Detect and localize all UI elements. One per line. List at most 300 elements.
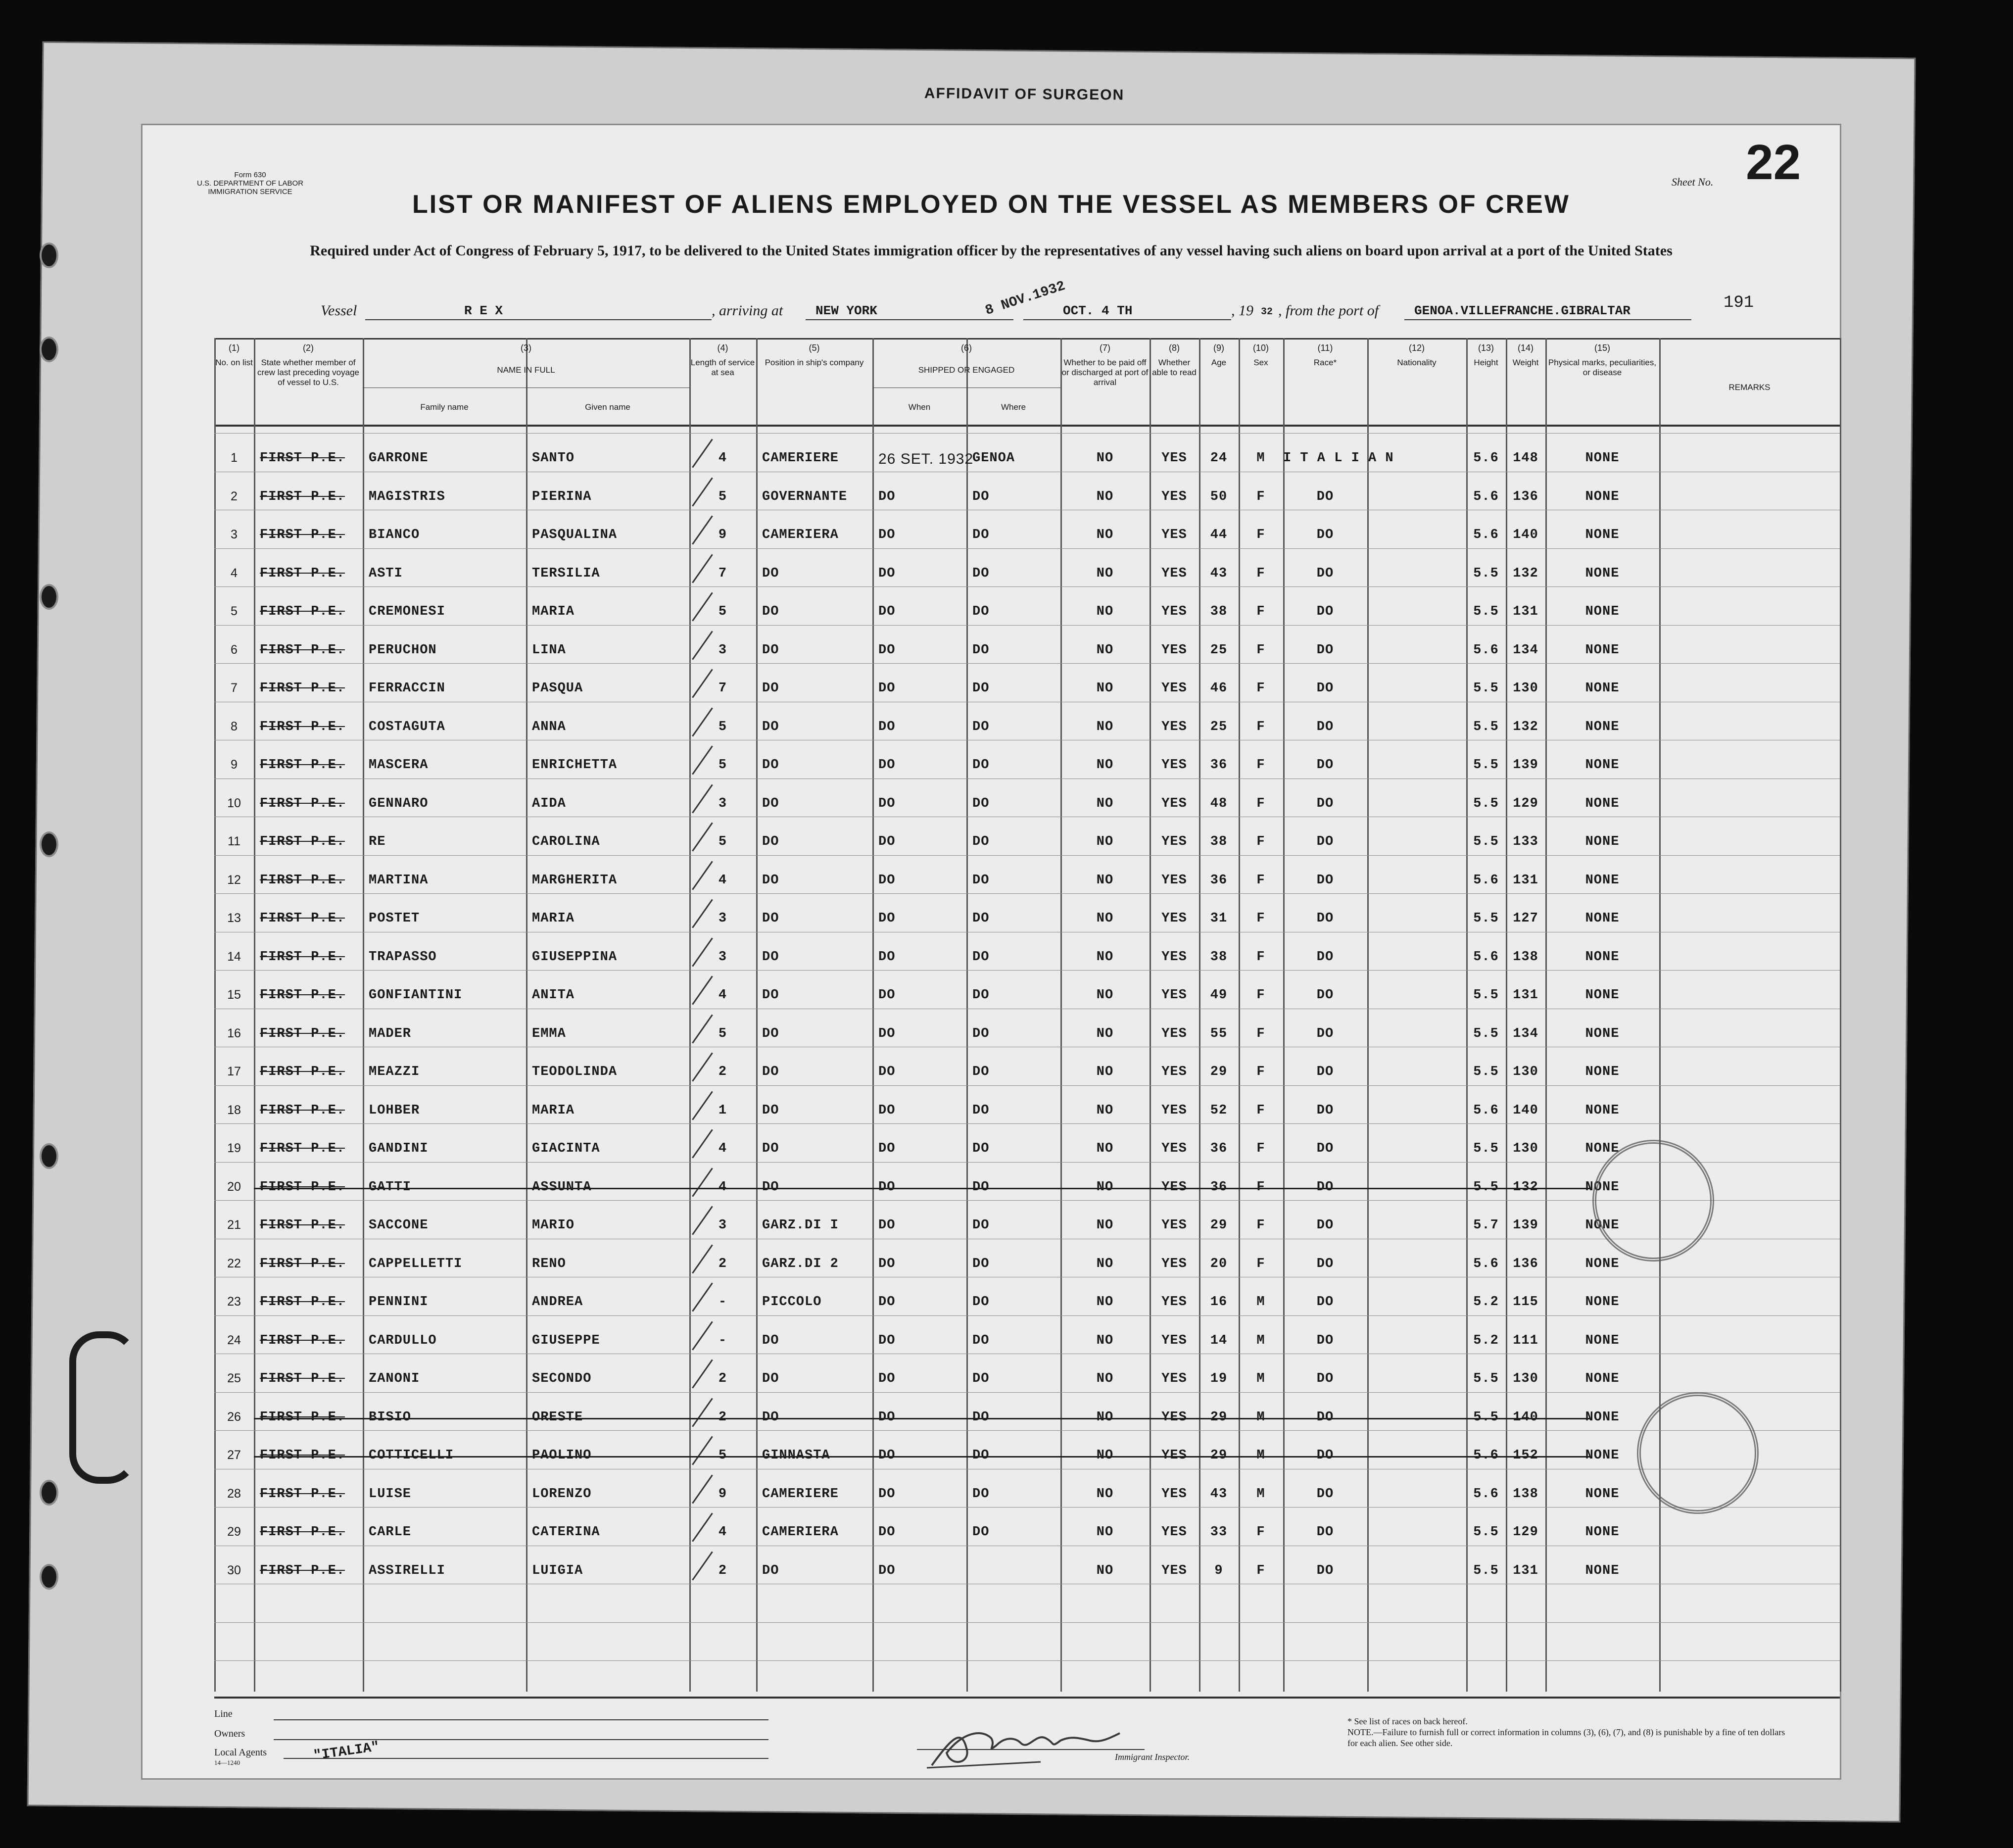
cell-height: 5.5 <box>1473 988 1499 1003</box>
cell-sex: F <box>1256 566 1265 581</box>
cell-height: 5.5 <box>1473 1026 1499 1041</box>
column-rule <box>872 338 874 1692</box>
cell-age: 36 <box>1210 1179 1228 1195</box>
cell-height: 5.5 <box>1473 1179 1499 1195</box>
cell-age: 25 <box>1210 642 1228 658</box>
cell-no: 4 <box>231 566 238 580</box>
cell-height: 5.5 <box>1473 1141 1499 1156</box>
line-label: Line <box>214 1708 233 1719</box>
column-number: (1) <box>229 343 240 353</box>
cell-when: DO <box>878 1563 896 1578</box>
cell-age: 44 <box>1210 528 1228 542</box>
ruled-line <box>214 1392 1840 1393</box>
cell-service: 5 <box>718 1026 727 1041</box>
cell-weight: 127 <box>1513 911 1538 926</box>
cell-position: DO <box>762 949 779 965</box>
cell-family: FERRACCIN <box>369 681 445 696</box>
binder-hole <box>40 1480 58 1506</box>
cell-state: FIRST P.E. <box>260 1295 345 1310</box>
cell-family: BIANCO <box>369 528 420 542</box>
column-rule <box>1840 338 1841 1692</box>
cell-when: DO <box>878 681 896 696</box>
cell-sex: M <box>1256 1410 1265 1425</box>
column-rule <box>254 338 255 1692</box>
cell-where: DO <box>972 1026 990 1041</box>
cell-read: YES <box>1161 873 1187 888</box>
cell-no: 16 <box>227 1026 241 1040</box>
cell-race: DO <box>1316 873 1334 888</box>
cell-paid: NO <box>1096 1333 1114 1348</box>
cell-position: DO <box>762 642 779 658</box>
cell-weight: 148 <box>1513 451 1538 466</box>
cell-service: 5 <box>718 604 727 619</box>
cell-state: FIRST P.E. <box>260 949 345 965</box>
cell-where: DO <box>972 1371 990 1386</box>
cell-where: DO <box>972 949 990 965</box>
cell-sex: F <box>1256 1141 1265 1156</box>
cell-age: 19 <box>1210 1371 1228 1386</box>
cell-marks: NONE <box>1585 1410 1620 1425</box>
cell-no: 13 <box>227 911 241 925</box>
cell-when: DO <box>878 1448 896 1463</box>
cell-family: ASSIRELLI <box>369 1563 445 1578</box>
cell-race: DO <box>1316 1486 1334 1502</box>
cell-family: BISIO <box>369 1410 412 1425</box>
cell-service: 7 <box>718 566 727 581</box>
cell-marks: NONE <box>1585 1371 1620 1386</box>
ruled-line <box>214 663 1840 664</box>
cell-service: 9 <box>718 528 727 542</box>
cell-height: 5.6 <box>1473 873 1499 888</box>
cell-marks: NONE <box>1585 1525 1620 1540</box>
cell-service: 2 <box>718 1256 727 1271</box>
column-number: (3) <box>521 343 531 353</box>
binder-hole <box>40 584 58 610</box>
cell-no: 2 <box>231 489 238 503</box>
cell-when: DO <box>878 1218 896 1233</box>
cell-no: 6 <box>231 642 238 657</box>
cell-paid: NO <box>1096 834 1114 849</box>
cell-paid: NO <box>1096 1448 1114 1463</box>
cell-sex: F <box>1256 988 1265 1003</box>
cell-weight: 131 <box>1513 988 1538 1003</box>
cell-service: 5 <box>718 489 727 504</box>
cell-where: DO <box>972 1448 990 1463</box>
cell-weight: 131 <box>1513 604 1538 619</box>
cell-where: DO <box>972 988 990 1003</box>
cell-age: 29 <box>1210 1065 1228 1079</box>
cell-marks: NONE <box>1585 873 1620 888</box>
column-header: State whether member of crew last preceding voyage of vessel to U.S. <box>257 358 359 387</box>
column-rule <box>363 338 364 1692</box>
column-number: (13) <box>1478 343 1494 353</box>
column-header: No. on list <box>215 358 253 367</box>
cell-read: YES <box>1161 451 1187 466</box>
cell-where: DO <box>972 642 990 658</box>
cell-service: 5 <box>718 719 727 734</box>
cell-family: ZANONI <box>369 1371 420 1386</box>
cell-height: 5.6 <box>1473 489 1499 504</box>
cell-race: DO <box>1316 1371 1334 1386</box>
cell-no: 5 <box>231 604 238 618</box>
cell-paid: NO <box>1096 1410 1114 1425</box>
cell-no: 14 <box>227 949 241 964</box>
cell-race: DO <box>1316 1179 1334 1195</box>
cell-marks: NONE <box>1585 451 1620 466</box>
cell-service: - <box>718 1295 727 1310</box>
cell-paid: NO <box>1096 1486 1114 1502</box>
cell-height: 5.5 <box>1473 911 1499 926</box>
cell-state: FIRST P.E. <box>260 642 345 658</box>
cell-family: TRAPASSO <box>369 949 437 965</box>
crew-manifest-table <box>214 338 1840 1692</box>
cell-read: YES <box>1161 1410 1187 1425</box>
cell-position: DO <box>762 1065 779 1079</box>
cell-state: FIRST P.E. <box>260 528 345 542</box>
cell-family: RE <box>369 834 386 849</box>
cell-race: DO <box>1316 1410 1334 1425</box>
cell-race: DO <box>1316 1525 1334 1540</box>
ruled-line <box>214 1660 1840 1661</box>
cell-where: DO <box>972 1103 990 1118</box>
cell-marks: NONE <box>1585 1486 1620 1502</box>
cell-paid: NO <box>1096 642 1114 658</box>
cell-age: 29 <box>1210 1448 1228 1463</box>
cell-position: DO <box>762 1371 779 1386</box>
cell-family: MARTINA <box>369 873 429 888</box>
cell-height: 5.6 <box>1473 1103 1499 1118</box>
cell-where: DO <box>972 834 990 849</box>
cell-family: COTTICELLI <box>369 1448 454 1463</box>
cell-age: 52 <box>1210 1103 1228 1118</box>
column-number: (14) <box>1517 343 1534 353</box>
cell-where: DO <box>972 1410 990 1425</box>
cell-read: YES <box>1161 681 1187 696</box>
footnotes <box>1347 1716 1793 1749</box>
cell-sex: F <box>1256 1026 1265 1041</box>
cell-when: DO <box>878 566 896 581</box>
form-number: Form 630 <box>234 171 266 179</box>
cell-race: DO <box>1316 1218 1334 1233</box>
cell-given: GIUSEPPINA <box>532 949 618 965</box>
cell-height: 5.5 <box>1473 681 1499 696</box>
cell-paid: NO <box>1096 1563 1114 1578</box>
penalty-note: NOTE.—Failure to furnish full or correct information in columns (3), (6), (7), and (8) is punishable by a fine of ten dollars for each alien. See other side. <box>1347 1727 1785 1748</box>
cell-state: FIRST P.E. <box>260 834 345 849</box>
cell-state: FIRST P.E. <box>260 758 345 773</box>
page-reference: 191 <box>1724 293 1754 312</box>
cell-no: 26 <box>227 1410 241 1424</box>
page-subtitle: Required under Act of Congress of February 5, 1917, to be delivered to the United States immigration officer by the representatives of any vessel having such aliens on board upon arrival at a port of the United States <box>310 243 1673 259</box>
cell-paid: NO <box>1096 988 1114 1003</box>
cell-read: YES <box>1161 1525 1187 1540</box>
cell-when: 26 SET. 1932 <box>878 451 974 467</box>
cell-paid: NO <box>1096 719 1114 734</box>
from-underline <box>1404 319 1691 320</box>
cell-age: 16 <box>1210 1295 1228 1310</box>
column-number: (7) <box>1100 343 1110 353</box>
cell-paid: NO <box>1096 528 1114 542</box>
strike-through-line <box>254 1456 1590 1458</box>
cell-when: DO <box>878 1103 896 1118</box>
ruled-line <box>214 548 1840 549</box>
cell-service: 4 <box>718 451 727 466</box>
cell-service: 4 <box>718 988 727 1003</box>
cell-sex: F <box>1256 1065 1265 1079</box>
cell-sex: M <box>1256 1448 1265 1463</box>
cell-race: DO <box>1316 834 1334 849</box>
cell-marks: NONE <box>1585 566 1620 581</box>
column-header: Weight <box>1512 358 1539 367</box>
cell-when: DO <box>878 988 896 1003</box>
cell-marks: NONE <box>1585 1256 1620 1271</box>
date-stamp: 8 NOV.1932 <box>983 278 1067 319</box>
cell-position: DO <box>762 911 779 926</box>
cell-paid: NO <box>1096 873 1114 888</box>
cell-age: 50 <box>1210 489 1228 504</box>
arrival-year: 32 <box>1261 306 1273 318</box>
cell-position: GARZ.DI I <box>762 1218 839 1233</box>
cell-no: 11 <box>228 834 240 848</box>
cell-state: FIRST P.E. <box>260 681 345 696</box>
cell-read: YES <box>1161 834 1187 849</box>
page-title: LIST OR MANIFEST OF ALIENS EMPLOYED ON THE VESSEL AS MEMBERS OF CREW <box>412 190 1570 219</box>
cell-state: FIRST P.E. <box>260 1371 345 1386</box>
cell-family: ASTI <box>369 566 403 581</box>
cell-given: SANTO <box>532 451 575 466</box>
cell-marks: NONE <box>1585 1103 1620 1118</box>
cell-given: CATERINA <box>532 1525 600 1540</box>
cell-race: DO <box>1316 1256 1334 1271</box>
cell-race: I T A L I A N <box>1283 451 1394 466</box>
cell-race: DO <box>1316 489 1334 504</box>
manifest-footer <box>214 1697 1840 1773</box>
cell-sex: F <box>1256 1563 1265 1578</box>
cell-where: DO <box>972 873 990 888</box>
cell-race: DO <box>1316 566 1334 581</box>
cell-marks: NONE <box>1585 1141 1620 1156</box>
cell-state: FIRST P.E. <box>260 489 345 504</box>
cell-height: 5.6 <box>1473 451 1499 466</box>
cell-position: DO <box>762 1141 779 1156</box>
cell-position: DO <box>762 604 779 619</box>
cell-no: 19 <box>227 1141 241 1155</box>
cell-paid: NO <box>1096 1065 1114 1079</box>
cell-marks: NONE <box>1585 1563 1620 1578</box>
cell-position: CAMERIERA <box>762 1525 839 1540</box>
cell-when: DO <box>878 642 896 658</box>
cell-when: DO <box>878 1371 896 1386</box>
sheet-no-label: Sheet No. <box>1672 176 1714 188</box>
cell-read: YES <box>1161 1103 1187 1118</box>
cell-no: 25 <box>227 1371 241 1385</box>
cell-state: FIRST P.E. <box>260 988 345 1003</box>
cell-height: 5.5 <box>1473 566 1499 581</box>
cell-age: 25 <box>1210 719 1228 734</box>
cell-weight: 140 <box>1513 1103 1538 1118</box>
table-top-rule <box>214 338 1840 340</box>
cell-position: DO <box>762 1410 779 1425</box>
arrival-port: NEW YORK <box>815 303 877 318</box>
cell-marks: NONE <box>1585 1065 1620 1079</box>
owners-label: Owners <box>214 1728 245 1739</box>
cell-sex: F <box>1256 911 1265 926</box>
cell-age: 49 <box>1210 988 1228 1003</box>
cell-no: 20 <box>227 1179 241 1194</box>
ruled-line <box>214 1430 1840 1431</box>
strike-through-line <box>254 1418 1590 1419</box>
cell-where: DO <box>972 719 990 734</box>
cell-read: YES <box>1161 1448 1187 1463</box>
cell-weight: 136 <box>1513 489 1538 504</box>
cell-position: DO <box>762 1103 779 1118</box>
cell-weight: 115 <box>1513 1295 1538 1310</box>
column-number: (4) <box>717 343 728 353</box>
cell-height: 5.6 <box>1473 528 1499 542</box>
cell-where: DO <box>972 758 990 773</box>
cell-read: YES <box>1161 1295 1187 1310</box>
column-number: (11) <box>1317 343 1333 353</box>
department-name: U.S. DEPARTMENT OF LABOR <box>197 179 304 188</box>
ruled-line <box>214 855 1840 856</box>
cell-given: GIACINTA <box>532 1141 600 1156</box>
column-subheader: When <box>908 402 931 412</box>
cell-service: 5 <box>718 834 727 849</box>
port-underline <box>806 319 1013 320</box>
cell-family: LUISE <box>369 1486 412 1502</box>
cell-where: DO <box>972 1295 990 1310</box>
cell-read: YES <box>1161 1065 1187 1079</box>
cell-marks: NONE <box>1585 834 1620 849</box>
cell-state: FIRST P.E. <box>260 604 345 619</box>
cell-state: FIRST P.E. <box>260 796 345 811</box>
column-header: Nationality <box>1397 358 1437 367</box>
cell-state: FIRST P.E. <box>260 911 345 926</box>
cell-height: 5.5 <box>1473 1410 1499 1425</box>
cell-read: YES <box>1161 1141 1187 1156</box>
binder-hole <box>40 1564 58 1590</box>
cell-race: DO <box>1316 642 1334 658</box>
cell-read: YES <box>1161 566 1187 581</box>
inspector-signature <box>922 1718 1130 1773</box>
year-label: , 19 <box>1231 302 1253 319</box>
cell-weight: 132 <box>1513 719 1538 734</box>
affidavit-header: AFFIDAVIT OF SURGEON <box>924 85 1125 103</box>
cell-given: TEODOLINDA <box>532 1065 618 1079</box>
ruled-line <box>214 433 1840 434</box>
cell-paid: NO <box>1096 489 1114 504</box>
cell-height: 5.5 <box>1473 796 1499 811</box>
cell-state: FIRST P.E. <box>260 1486 345 1502</box>
cell-paid: NO <box>1096 949 1114 965</box>
cell-paid: NO <box>1096 1525 1114 1540</box>
column-number: (6) <box>961 343 972 353</box>
cell-read: YES <box>1161 528 1187 542</box>
cell-read: YES <box>1161 796 1187 811</box>
cell-position: DO <box>762 1026 779 1041</box>
cell-paid: NO <box>1096 604 1114 619</box>
cell-where: DO <box>972 528 990 542</box>
cell-position: DO <box>762 873 779 888</box>
cell-weight: 134 <box>1513 1026 1538 1041</box>
cell-race: DO <box>1316 528 1334 542</box>
cell-given: MARIA <box>532 911 575 926</box>
cell-when: DO <box>878 1179 896 1195</box>
cell-state: FIRST P.E. <box>260 1525 345 1540</box>
ruled-line <box>214 1622 1840 1623</box>
cell-paid: NO <box>1096 911 1114 926</box>
cell-paid: NO <box>1096 1026 1114 1041</box>
cell-paid: NO <box>1096 1295 1114 1310</box>
cell-age: 38 <box>1210 604 1228 619</box>
cell-paid: NO <box>1096 796 1114 811</box>
cell-given: MARIA <box>532 1103 575 1118</box>
cell-height: 5.6 <box>1473 949 1499 965</box>
cell-weight: 134 <box>1513 642 1538 658</box>
column-header: Physical marks, peculiarities, or disease <box>1548 358 1657 377</box>
cell-read: YES <box>1161 719 1187 734</box>
cell-age: 43 <box>1210 566 1228 581</box>
cell-service: - <box>718 1333 727 1348</box>
cell-read: YES <box>1161 988 1187 1003</box>
column-header: Length of service at sea <box>690 358 755 377</box>
consulate-stamp <box>1592 1140 1714 1262</box>
cell-no: 24 <box>227 1333 241 1347</box>
inspector-underline <box>917 1749 1145 1750</box>
cell-marks: NONE <box>1585 719 1620 734</box>
cell-height: 5.7 <box>1473 1218 1499 1233</box>
cell-when: DO <box>878 1486 896 1502</box>
cell-position: DO <box>762 1333 779 1348</box>
cell-service: 4 <box>718 873 727 888</box>
cell-race: DO <box>1316 911 1334 926</box>
cell-family: CAPPELLETTI <box>369 1256 463 1271</box>
arrival-date: OCT. 4 TH <box>1063 303 1133 318</box>
cell-paid: NO <box>1096 1103 1114 1118</box>
cell-weight: 130 <box>1513 681 1538 696</box>
cell-marks: NONE <box>1585 758 1620 773</box>
cell-race: DO <box>1316 681 1334 696</box>
cell-age: 55 <box>1210 1026 1228 1041</box>
column-header: SHIPPED OR ENGAGED <box>918 365 1015 375</box>
cell-where: DO <box>972 604 990 619</box>
cell-position: DO <box>762 1179 779 1195</box>
cell-race: DO <box>1316 949 1334 965</box>
cell-given: MARIO <box>532 1218 575 1233</box>
cell-no: 7 <box>231 681 238 695</box>
cell-weight: 130 <box>1513 1371 1538 1386</box>
cell-age: 14 <box>1210 1333 1228 1348</box>
cell-race: DO <box>1316 1103 1334 1118</box>
cell-read: YES <box>1161 911 1187 926</box>
cell-when: DO <box>878 1256 896 1271</box>
cell-where: DO <box>972 796 990 811</box>
races-note: * See list of races on back hereof. <box>1347 1716 1468 1726</box>
cell-sex: M <box>1256 1371 1265 1386</box>
binder-ring <box>69 1331 138 1484</box>
ruled-line <box>214 778 1840 779</box>
cell-no: 27 <box>227 1448 241 1462</box>
cell-where: DO <box>972 1525 990 1540</box>
cell-service: 2 <box>718 1371 727 1386</box>
cell-paid: NO <box>1096 1179 1114 1195</box>
cell-family: PENNINI <box>369 1295 429 1310</box>
cell-when: DO <box>878 528 896 542</box>
cell-paid: NO <box>1096 451 1114 466</box>
cell-height: 5.6 <box>1473 1486 1499 1502</box>
cell-given: ASSUNTA <box>532 1179 592 1195</box>
column-rule <box>1367 338 1369 1692</box>
